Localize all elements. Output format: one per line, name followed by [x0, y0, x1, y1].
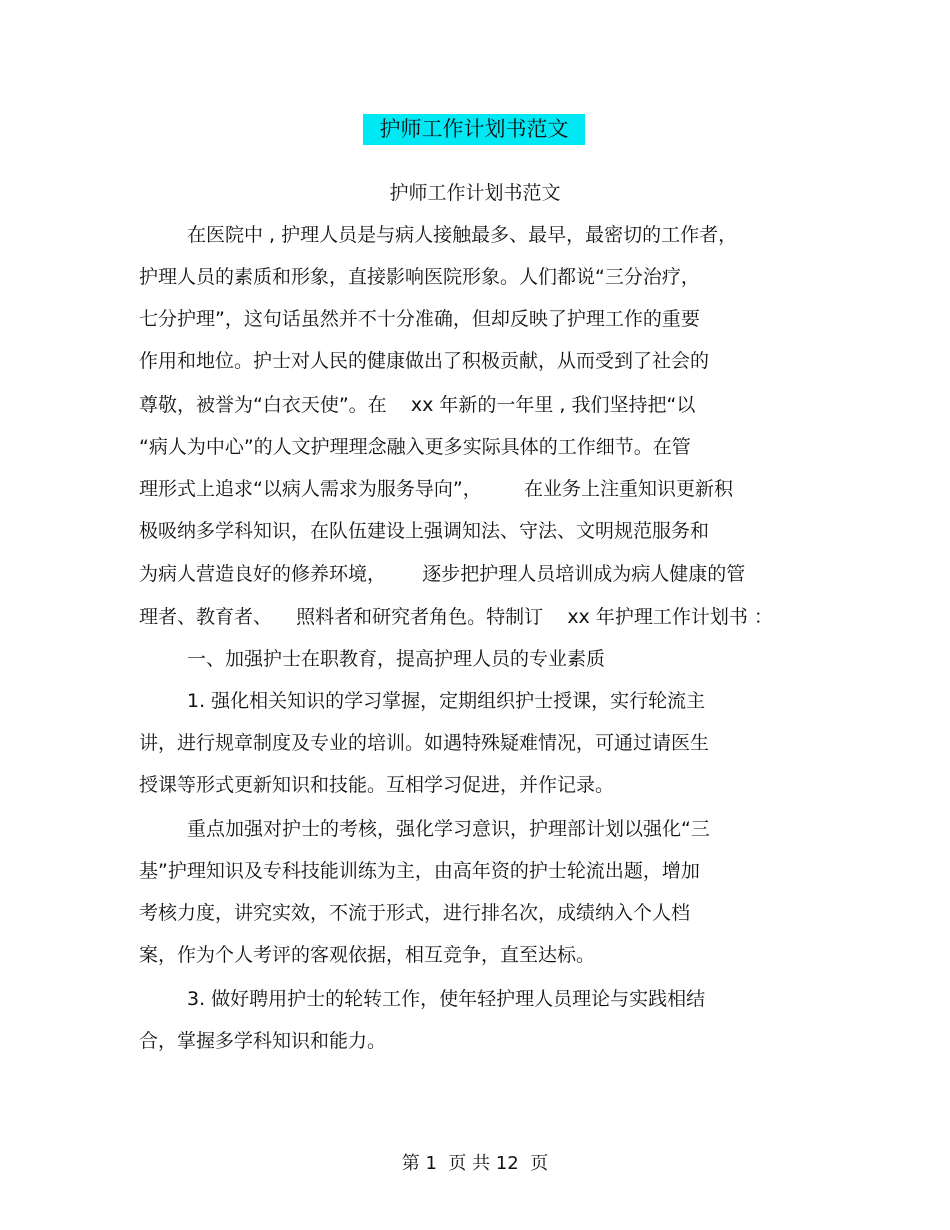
paragraph-line: 在医院中 , 护理人员是与病人接触最多、最早，最密切的工作者，	[187, 224, 738, 246]
paragraph-line: 重点加强对护士的考核，强化学习意识，护理部计划以强化“三	[187, 818, 710, 840]
paragraph-line: 3. 做好聘用护士的轮转工作，使年轻护理人员理论与实践相结	[187, 988, 706, 1010]
paragraph-line: 理者、教育者、 照料者和研究者角色。特制订 xx 年护理工作计划书 ：	[139, 606, 773, 628]
paragraph-line: 作用和地位。护士对人民的健康做出了积极贡献，从而受到了社会的	[139, 350, 710, 372]
paragraph-line: 授课等形式更新知识和技能。互相学习促进，并作记录。	[139, 774, 615, 796]
document-title: 护师工作计划书范文	[363, 114, 585, 145]
paragraph-line: 尊敬，被誉为“白衣天使”。在 xx 年新的一年里 , 我们坚持把“以	[139, 394, 696, 416]
paragraph-line: 1. 强化相关知识的学习掌握，定期组织护士授课，实行轮流主	[187, 690, 706, 712]
section-heading: 一、加强护士在职教育，提高护理人员的专业素质	[187, 648, 606, 670]
paragraph-line: “病人为中心”的人文护理理念融入更多实际具体的工作细节。在管	[139, 436, 691, 458]
paragraph-line: 基”护理知识及专科技能训练为主，由高年资的护士轮流出题，增加	[139, 860, 700, 882]
paragraph-line: 合，掌握多学科知识和能力。	[139, 1030, 387, 1052]
paragraph-line: 护理人员的素质和形象，直接影响医院形象。人们都说“三分治疗，	[139, 266, 700, 288]
page-number-footer: 第 1 页 共 12 页	[401, 1153, 549, 1174]
paragraph-line: 讲，进行规章制度及专业的培训。如遇特殊疑难情况，可通过请医生	[139, 732, 710, 754]
paragraph-line: 案，作为个人考评的客观依据，相互竞争，直至达标。	[139, 944, 596, 966]
paragraph-line: 七分护理”，这句话虽然并不十分准确，但却反映了护理工作的重要	[139, 308, 700, 330]
document-subtitle: 护师工作计划书范文	[389, 182, 561, 204]
paragraph-line: 考核力度，讲究实效，不流于形式，进行排名次，成绩纳入个人档	[139, 902, 691, 924]
paragraph-line: 理形式上追求“以病人需求为服务导向”， 在业务上注重知识更新积	[139, 478, 733, 500]
paragraph-line: 极吸纳多学科知识，在队伍建设上强调知法、守法、文明规范服务和	[139, 520, 710, 542]
paragraph-line: 为病人营造良好的修养环境， 逐步把护理人员培训成为病人健康的管	[139, 563, 746, 585]
